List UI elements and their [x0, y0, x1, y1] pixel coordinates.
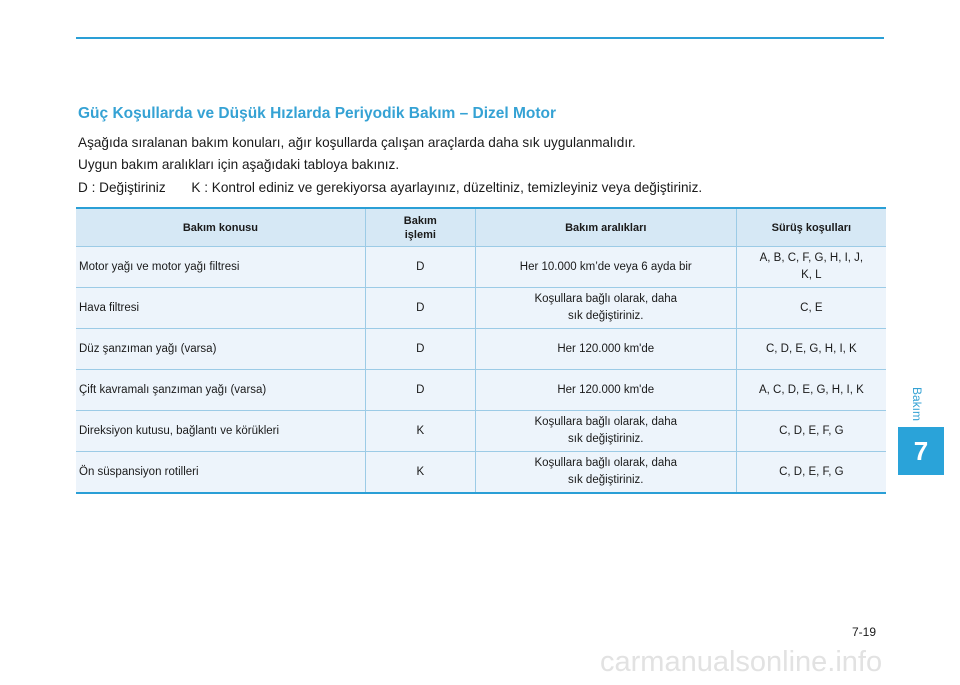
- cell-interval: Her 120.000 km'de: [475, 329, 736, 370]
- cell-interval: Koşullara bağlı olarak, daha sık değiştiriniz.: [475, 288, 736, 329]
- chapter-tab: 7: [898, 427, 944, 475]
- cell-operation: D: [365, 329, 475, 370]
- table-row: [76, 288, 886, 329]
- cell-conditions: A, C, D, E, G, H, I, K: [736, 370, 886, 411]
- legend-k: K : Kontrol ediniz ve gerekiyorsa ayarlayınız, düzeltiniz, temizleyiniz veya değiştiriniz.: [191, 180, 703, 195]
- legend: [78, 180, 702, 195]
- cell-interval: Her 120.000 km'de: [475, 370, 736, 411]
- table-row: [76, 411, 886, 452]
- table-row: [76, 329, 886, 370]
- cell-topic: Motor yağı ve motor yağı filtresi: [76, 247, 365, 288]
- intro-line-1: Aşağıda sıralanan bakım konuları, ağır koşullarda çalışan araçlarda daha sık uygulanmalıdır.: [78, 135, 636, 150]
- page-number: 7-19: [852, 625, 877, 639]
- maintenance-table: [76, 207, 886, 494]
- chapter-side-label-text: Bakım: [910, 386, 925, 422]
- top-rule: [76, 37, 884, 39]
- header-topic: Bakım konusu: [76, 208, 365, 247]
- header-operation: Bakım işlemi: [365, 208, 475, 247]
- header-conditions: Sürüş koşulları: [736, 208, 886, 247]
- cell-conditions: C, E: [736, 288, 886, 329]
- table-header-row: [76, 208, 886, 247]
- section-title: Güç Koşullarda ve Düşük Hızlarda Periyodik Bakım – Dizel Motor: [78, 105, 557, 122]
- chapter-side-label: [905, 384, 929, 424]
- intro-line-2: Uygun bakım aralıkları için aşağıdaki tabloya bakınız.: [78, 157, 400, 172]
- cell-conditions: C, D, E, G, H, I, K: [736, 329, 886, 370]
- cell-operation: D: [365, 247, 475, 288]
- cell-operation: K: [365, 452, 475, 494]
- intro-text: [78, 132, 878, 176]
- cell-conditions: A, B, C, F, G, H, I, J, K, L: [736, 247, 886, 288]
- cell-topic: Direksiyon kutusu, bağlantı ve körükleri: [76, 411, 365, 452]
- cell-interval: Her 10.000 km’de veya 6 ayda bir: [475, 247, 736, 288]
- cell-topic: Ön süspansiyon rotilleri: [76, 452, 365, 494]
- cell-operation: K: [365, 411, 475, 452]
- legend-d: D : Değiştiriniz: [78, 180, 166, 195]
- cell-conditions: C, D, E, F, G: [736, 411, 886, 452]
- table-row: [76, 247, 886, 288]
- cell-interval: Koşullara bağlı olarak, daha sık değiştiriniz.: [475, 411, 736, 452]
- cell-topic: Hava filtresi: [76, 288, 365, 329]
- header-interval: Bakım aralıkları: [475, 208, 736, 247]
- cell-operation: D: [365, 370, 475, 411]
- cell-topic: Çift kavramalı şanzıman yağı (varsa): [76, 370, 365, 411]
- cell-operation: D: [365, 288, 475, 329]
- table-row: [76, 370, 886, 411]
- watermark: carmanualsonline.info: [600, 646, 883, 678]
- cell-conditions: C, D, E, F, G: [736, 452, 886, 494]
- cell-interval: Koşullara bağlı olarak, daha sık değiştiriniz.: [475, 452, 736, 494]
- table-row: [76, 452, 886, 494]
- cell-topic: Düz şanzıman yağı (varsa): [76, 329, 365, 370]
